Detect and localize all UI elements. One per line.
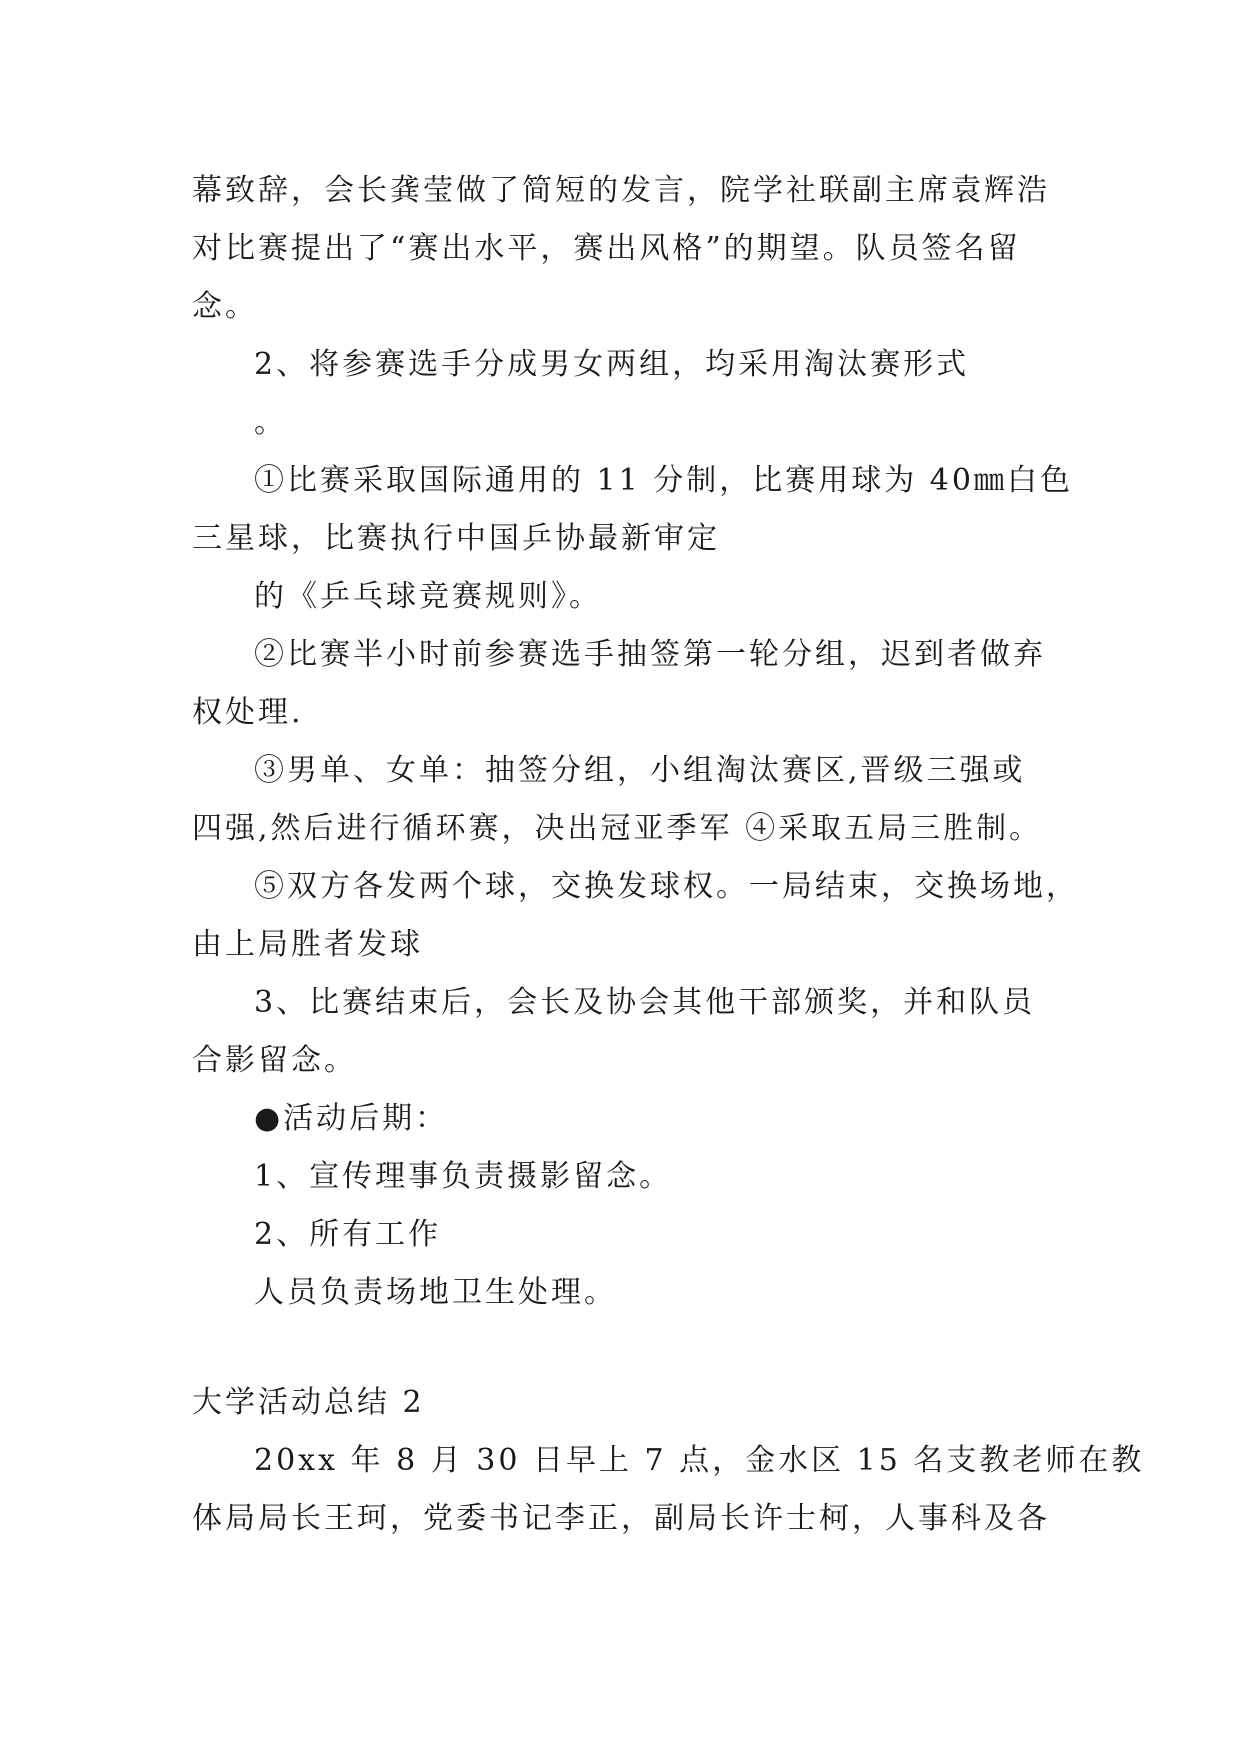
text-line: 人员负责场地卫生处理。 bbox=[254, 1275, 617, 1310]
text-line: 20xx 年 8 月 30 日早上 7 点，金水区 15 名支教老师在教 bbox=[254, 1443, 1145, 1478]
text-line: 1、宣传理事负责摄影留念。 bbox=[254, 1159, 673, 1194]
text-line: ②比赛半小时前参赛选手抽签第一轮分组，迟到者做弃 bbox=[254, 637, 1046, 672]
text-line: 。 bbox=[254, 405, 287, 440]
text-line: 念。 bbox=[192, 289, 258, 324]
text-line: ●活动后期： bbox=[254, 1101, 449, 1136]
text-line: 合影留念。 bbox=[192, 1043, 357, 1078]
text-line: 幕致辞，会长龚莹做了简短的发言，院学社联副主席袁辉浩 bbox=[192, 173, 1050, 208]
text-line: 由上局胜者发球 bbox=[192, 927, 423, 962]
text-line: ⑤双方各发两个球，交换发球权。一局结束，交换场地， bbox=[254, 869, 1079, 904]
text-line: 2、将参赛选手分成男女两组，均采用淘汰赛形式 bbox=[254, 347, 970, 382]
text-line: 体局局长王珂，党委书记李正，副局长许士柯，人事科及各 bbox=[192, 1501, 1050, 1536]
text-line: ①比赛采取国际通用的 11 分制，比赛用球为 40㎜白色 bbox=[254, 463, 1073, 498]
text-line: ③男单、女单：抽签分组，小组淘汰赛区,晋级三强或 bbox=[254, 753, 1026, 788]
text-line: 对比赛提出了“赛出水平，赛出风格”的期望。队员签名留 bbox=[192, 231, 1021, 266]
text-line: 2、所有工作 bbox=[254, 1217, 442, 1252]
document-page bbox=[192, 162, 1145, 1548]
section-heading: 大学活动总结 2 bbox=[192, 1385, 425, 1420]
text-line: 3、比赛结束后，会长及协会其他干部颁奖，并和队员 bbox=[254, 985, 1036, 1020]
text-line: 的《乒乓球竞赛规则》。 bbox=[254, 579, 602, 614]
text-line: 四强,然后进行循环赛，决出冠亚季军 ④采取五局三胜制。 bbox=[192, 811, 1043, 846]
text-line: 三星球，比赛执行中国乒协最新审定 bbox=[192, 521, 720, 556]
text-line: 权处理. bbox=[192, 695, 304, 730]
